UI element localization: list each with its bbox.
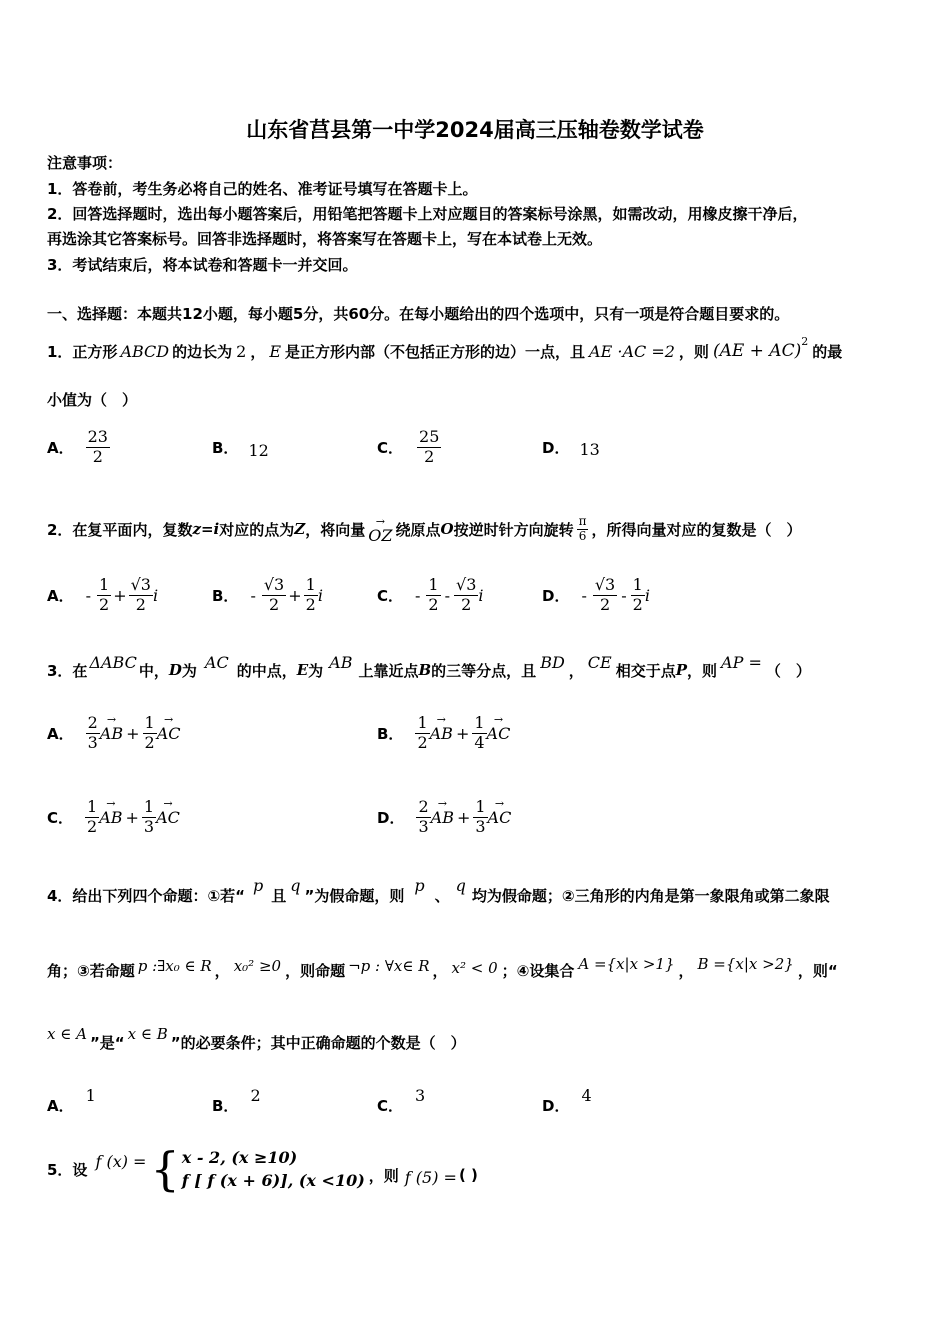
q2-text: 绕原点 (395, 520, 441, 539)
option-value: 4 (581, 1085, 592, 1105)
question-4-line2 (47, 952, 838, 988)
q4-math: p (414, 875, 425, 895)
option-label: A． (47, 1096, 74, 1115)
option-fraction: $\frac{23}{2}$ (87, 427, 108, 466)
q1-line2: 小值为（ ） (47, 391, 138, 409)
q5-math: f (5) = (404, 1167, 457, 1187)
option-label: B． (212, 586, 239, 605)
q1-math: (AE + AC) (712, 341, 802, 361)
sign: + (456, 807, 471, 827)
q2-text: 2．在复平面内，复数 (47, 520, 193, 539)
question-4-line1 (47, 875, 830, 915)
option-d[interactable] (542, 424, 600, 470)
vector-ab: → AB (430, 724, 453, 743)
q3-math: AB (329, 652, 353, 672)
option-fraction: $\frac{1}{2}$ (428, 575, 439, 614)
option-value: 2 (250, 1085, 261, 1105)
q2-text: ，将向量 (305, 520, 366, 539)
q3-math: D (168, 661, 182, 679)
vector-ac: → AC (157, 724, 181, 743)
sign: - (581, 585, 587, 605)
piecewise-definition: { x - 2, (x ≥10) f [ f (x + 6)], (x <10) (150, 1142, 365, 1196)
q5-math: f (x) = (95, 1151, 147, 1171)
q2-text: 按逆时针方向旋转 (453, 520, 574, 539)
option-value: 3 (415, 1085, 426, 1105)
q1-math: ABCD (120, 341, 170, 361)
notice-item: 再选涂其它答案标号。回答非选择题时，将答案写在答题卡上，写在本试卷上无效。 (47, 230, 603, 248)
option-b[interactable] (377, 705, 510, 761)
option-b[interactable] (212, 424, 269, 470)
option-label: D． (377, 808, 405, 827)
q4-math: x₀² ≥0 (233, 957, 282, 975)
q1-text: 是正方形内部（不包括正方形的边）一点，且 (285, 342, 586, 361)
q1-math: 2 (801, 334, 809, 348)
q5-text: ( ) (458, 1166, 478, 1184)
q3-text: 为 (181, 661, 197, 680)
option-label: D． (542, 586, 570, 605)
q4-text: 、 (434, 886, 450, 905)
sign: - (85, 585, 92, 605)
option-fraction: $\frac{√3}{2}$ (263, 575, 285, 614)
sign: + (288, 585, 302, 605)
imag-unit: i (152, 585, 159, 605)
q3-math: AC (204, 652, 229, 672)
option-a[interactable] (47, 705, 181, 761)
q1-text: 1．正方形 (47, 342, 118, 361)
piecewise-case: f [ f (x + 6)], (x <10) (181, 1171, 365, 1190)
q1-math: 2 (236, 341, 247, 361)
page-title: 山东省莒县第一中学2024届高三压轴卷数学试卷 (246, 118, 704, 142)
option-c[interactable] (377, 1085, 426, 1122)
q3-text: 中， (138, 661, 169, 680)
option-label: B． (212, 1096, 239, 1115)
q4-text: 且 (271, 886, 287, 905)
option-label: D． (542, 1096, 570, 1115)
option-c[interactable] (377, 570, 484, 620)
q3-text: ，则 (687, 661, 718, 680)
option-fraction: $\frac{25}{2}$ (419, 427, 440, 466)
option-value: 12 (248, 440, 269, 460)
q2-math: z=i (192, 520, 220, 538)
q5-text: ，则 (368, 1166, 399, 1185)
sign: - (250, 585, 256, 605)
sign: - (444, 585, 451, 605)
option-fraction: $\frac{1}{3}$ (143, 797, 155, 836)
option-label: C． (47, 808, 74, 827)
notice-heading: 注意事项： (47, 154, 123, 172)
notice-item: 2．回答选择题时，选出每小题答案后，用铅笔把答题卡上对应题目的答案标号涂黑，如需改动，用橡皮擦干净后， (47, 205, 808, 223)
q4-math: A ={x|x >1} (578, 955, 675, 973)
q3-text: 3．在 (47, 661, 88, 680)
option-c[interactable] (47, 789, 180, 845)
q4-text: ”是“ (89, 1033, 125, 1052)
option-a[interactable] (47, 424, 110, 470)
option-fraction: $\frac{1}{3}$ (475, 797, 486, 836)
option-value: 13 (579, 439, 600, 459)
q1-text: 的边长为 (172, 342, 233, 361)
option-a[interactable] (47, 570, 158, 620)
option-fraction: $\frac{1}{2}$ (87, 797, 98, 836)
sign: - (621, 585, 627, 605)
option-fraction: $\frac{1}{4}$ (474, 713, 485, 752)
imag-unit: i (644, 585, 650, 605)
q4-text: ， (678, 961, 694, 980)
q4-math: q (455, 875, 466, 895)
sign: + (125, 807, 139, 827)
q2-text: ，所得向量对应的复数是（ ） (591, 520, 802, 539)
sign: + (455, 723, 470, 743)
question-3 (47, 650, 811, 690)
imag-unit: i (317, 585, 323, 605)
sign: - (415, 585, 421, 605)
q4-text: ”为假命题，则 (304, 886, 405, 905)
option-label: A． (47, 438, 74, 457)
question-4-line3 (47, 1022, 466, 1062)
q3-math: AP = (721, 652, 762, 672)
q4-text: ， (214, 961, 230, 980)
q4-math: p :∃x₀ ∈ R (137, 957, 212, 975)
q3-math: P (675, 661, 688, 679)
option-value: 1 (85, 1085, 96, 1105)
option-label: A． (47, 724, 74, 743)
q2-math: O (440, 520, 454, 538)
q1-text: ， (250, 342, 266, 361)
q3-math: ΔABC (89, 652, 137, 672)
option-fraction: $\frac{1}{2}$ (305, 575, 316, 614)
q4-text: ，则命题 (285, 961, 346, 980)
q1-text: 的最 (812, 342, 843, 361)
q4-math: x ∈ B (127, 1025, 168, 1043)
q4-text: ，则“ (797, 961, 838, 980)
q2-text: 对应的点为 (219, 520, 295, 539)
q3-text: 的三等分点，且 (431, 661, 537, 680)
option-b[interactable] (212, 570, 323, 620)
option-fraction: $\frac{√3}{2}$ (130, 575, 151, 614)
option-d[interactable] (542, 570, 650, 620)
option-fraction: $\frac{2}{3}$ (87, 713, 98, 752)
option-d[interactable] (377, 789, 511, 845)
vector-ab: → AB (431, 808, 454, 827)
q4-text: ；④设集合 (501, 961, 575, 980)
q4-text: 均为假命题；②三角形的内角是第一象限角或第二象限 (471, 886, 830, 905)
q3-text: ， (568, 661, 584, 680)
option-label: B． (377, 724, 404, 743)
q1-math: E (269, 341, 282, 361)
q4-math: x ∈ A (47, 1025, 87, 1043)
vector-ac: → AC (488, 808, 512, 827)
q3-math: CE (587, 652, 612, 672)
section-heading: 一、选择题：本题共12小题，每小题5分，共60分。在每小题给出的四个选项中，只有一项是符合题目要求的。 (47, 305, 790, 323)
q4-text: 4．给出下列四个命题：①若“ (47, 886, 245, 905)
notice-item: 1．答卷前，考生务必将自己的姓名、准考证号填写在答题卡上。 (47, 180, 478, 198)
option-label: C． (377, 1096, 404, 1115)
q3-text: 上靠近点 (358, 661, 419, 680)
vector-ab: → AB (99, 808, 122, 827)
q3-text: 的中点， (236, 661, 297, 680)
q3-math: E (296, 661, 309, 679)
question-1 (47, 333, 842, 369)
q4-math: B ={x|x >2} (697, 955, 794, 973)
option-fraction: $\frac{√3}{2}$ (456, 575, 477, 614)
q4-text: ， (432, 961, 448, 980)
q4-math: p (253, 875, 264, 895)
q3-math: BD (540, 652, 565, 672)
option-label: C． (377, 438, 404, 457)
sign: + (113, 585, 127, 605)
piecewise-case: x - 2, (x ≥10) (181, 1147, 298, 1167)
vector-ab: → AB (100, 724, 123, 743)
option-fraction: $\frac{1}{2}$ (417, 713, 428, 752)
vector-ac: → AC (487, 724, 511, 743)
option-fraction: $\frac{1}{2}$ (99, 575, 110, 614)
option-label: A． (47, 586, 74, 605)
option-label: D． (542, 438, 570, 457)
q3-math: B (418, 661, 432, 679)
vector-ac: → AC (156, 808, 180, 827)
q3-text: （ ） (765, 661, 811, 680)
option-label: B． (212, 438, 239, 457)
option-label: C． (377, 586, 404, 605)
q3-text: 为 (308, 661, 324, 680)
q2-math: Z (294, 520, 306, 538)
option-b[interactable] (212, 1085, 261, 1122)
option-fraction: $\frac{√3}{2}$ (594, 575, 616, 614)
q4-math: x² < 0 (451, 959, 498, 977)
option-d[interactable] (542, 1085, 592, 1122)
q2-angle-fraction: $\frac{\pi}{6}$ (578, 513, 587, 543)
q2-math: → OZ (368, 526, 392, 545)
q1-text: ，则 (678, 342, 709, 361)
option-c[interactable] (377, 424, 441, 470)
q4-text: ”的必要条件；其中正确命题的个数是（ ） (170, 1033, 466, 1052)
q4-math: ¬p : ∀x∈ R (348, 957, 430, 975)
option-fraction: $\frac{1}{2}$ (144, 713, 155, 752)
imag-unit: i (478, 585, 484, 605)
option-fraction: $\frac{2}{3}$ (418, 797, 429, 836)
q5-text: 5．设 (47, 1160, 88, 1179)
q3-text: 相交于点 (615, 661, 676, 680)
sign: + (126, 723, 140, 743)
question-2 (47, 507, 801, 551)
q4-text: 角；③若命题 (47, 961, 135, 980)
question-5 (47, 1140, 478, 1198)
option-a[interactable] (47, 1085, 96, 1122)
q4-math: q (290, 875, 301, 895)
notice-item: 3．考试结束后，将本试卷和答题卡一并交回。 (47, 256, 358, 274)
q1-math: AE ·AC =2 (589, 341, 675, 361)
option-fraction: $\frac{1}{2}$ (632, 575, 643, 614)
